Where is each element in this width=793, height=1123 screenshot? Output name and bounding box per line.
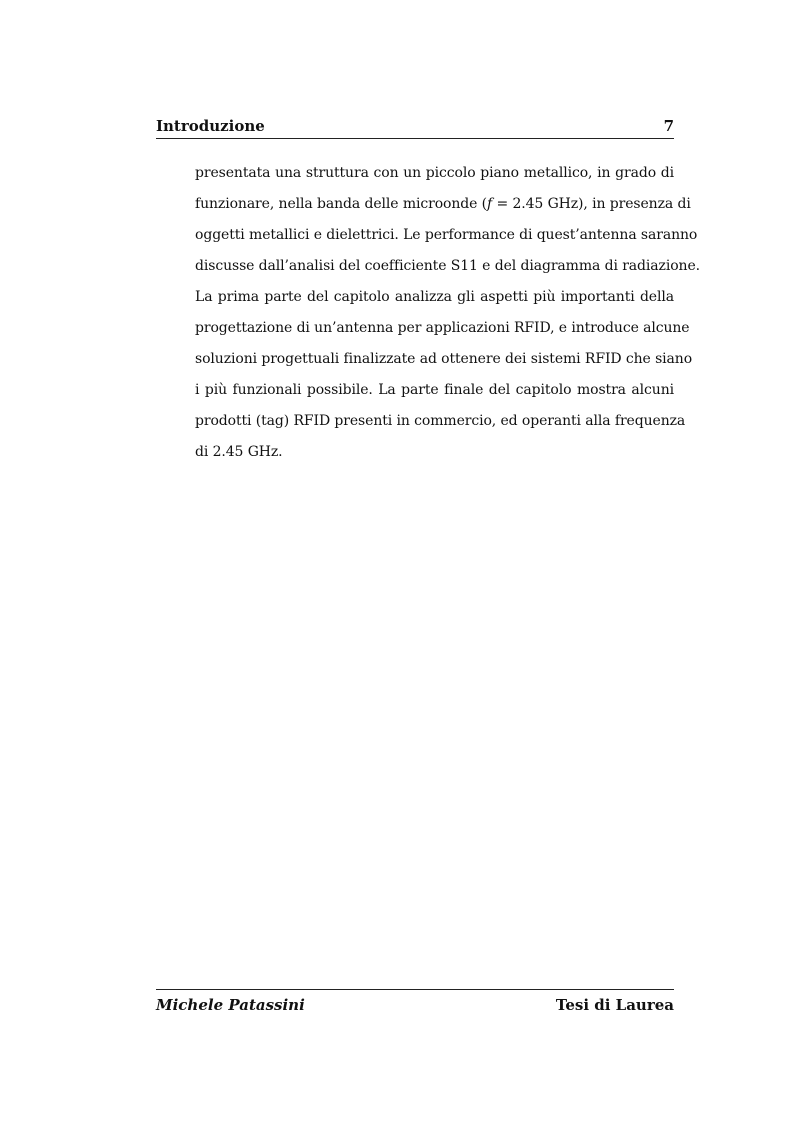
- body-line-4: discusse dall’analisi del coefficiente S11 e del diagramma di radiazione.: [195, 258, 700, 274]
- body-line-2: [195, 189, 691, 220]
- author-name: Michele Patassini: [156, 996, 305, 1014]
- body-line-6: progettazione di un’antenna per applicazioni RFID, e introduce alcune: [195, 320, 690, 336]
- document-type: Tesi di Laurea: [555, 996, 674, 1014]
- page-number: 7: [663, 117, 674, 135]
- body-paragraph: [195, 158, 700, 468]
- body-line-10: di 2.45 GHz.: [195, 444, 283, 460]
- body-line-8: i più funzionali possibile. La parte finale del capitolo mostra alcuni: [195, 382, 674, 398]
- body-line-9: prodotti (tag) RFID presenti in commercio, ed operanti alla frequenza: [195, 413, 686, 429]
- body-line-5: La prima parte del capitolo analizza gli aspetti più importanti della: [195, 289, 674, 305]
- running-footer: [156, 989, 674, 1014]
- body-line-1: presentata una struttura con un piccolo piano metallico, in grado di: [195, 165, 674, 181]
- body-line-3: oggetti metallici e dielettrici. Le performance di quest’antenna saranno: [195, 227, 698, 243]
- body-line-2-end: = 2.45 GHz), in presenza di: [492, 196, 691, 212]
- running-header: [156, 116, 674, 139]
- chapter-title: Introduzione: [156, 117, 265, 135]
- body-line-7: soluzioni progettuali finalizzate ad ottenere dei sistemi RFID che siano: [195, 351, 693, 367]
- frequency-symbol: f: [487, 196, 493, 212]
- body-line-2-start: funzionare, nella banda delle microonde (: [195, 196, 488, 212]
